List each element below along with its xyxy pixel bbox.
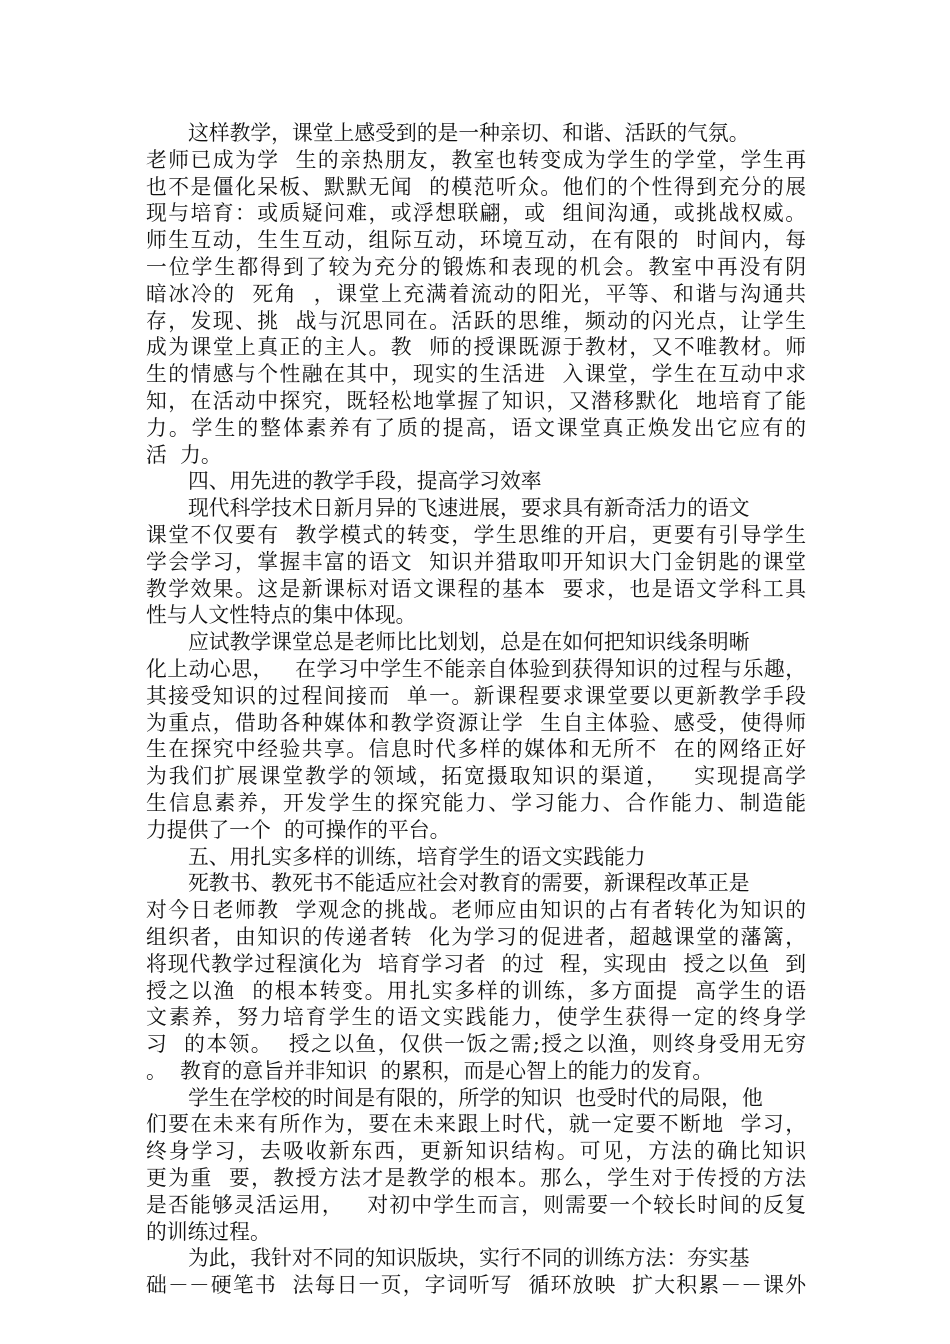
text-line: 对今日老师教 学观念的挑战。老师应由知识的占有者转化为知识的 xyxy=(146,898,806,923)
text-line: 性与人文性特点的集中体现。 xyxy=(146,603,417,628)
text-line: 组织者，由知识的传递者转 化为学习的促进者，超越课堂的藩篱， xyxy=(146,924,806,949)
text-line: 为重点，借助各种媒体和教学资源让学 生自主体验、感受，使得师 xyxy=(146,710,806,735)
text-line: 一位学生都得到了较为充分的锻炼和表现的机会。教室中再没有阴 xyxy=(146,254,806,279)
text-line: 生在探究中经验共享。信息时代多样的媒体和无所不 在的网络正好 xyxy=(146,737,806,762)
text-line: 的训练过程。 xyxy=(146,1219,271,1244)
text-line: 力提供了一个 的可操作的平台。 xyxy=(146,817,451,842)
text-line: 学会学习，掌握丰富的语文 知识并猎取叩开知识大门金钥匙的课堂 xyxy=(146,549,806,574)
text-line: 为此，我针对不同的知识版块，实行不同的训练方法：夯实基 xyxy=(188,1246,750,1271)
text-line: 应试教学课堂总是老师比比划划，总是在如何把知识线条明晰 xyxy=(188,630,750,655)
text-line: 活 力。 xyxy=(146,442,222,467)
text-line: 力。学生的整体素养有了质的提高，语文课堂真正焕发出它应有的 xyxy=(146,415,806,440)
text-line: 成为课堂上真正的主人。教 师的授课既源于教材，又不唯教材。师 xyxy=(146,335,806,360)
text-line: 这样教学，课堂上感受到的是一种亲切、和谐、活跃的气氛。 xyxy=(188,121,750,145)
text-line: 生的情感与个性融在其中，现实的生活进 入课堂，学生在互动中求 xyxy=(146,362,806,387)
text-line: 死教书、教死书不能适应社会对教育的需要，新课程改革正是 xyxy=(188,871,750,896)
text-line: 础－－硬笔书 法每日一页，字词听写 循环放映 扩大积累－－课外 xyxy=(146,1273,806,1298)
text-line: 习 的本领。 授之以鱼，仅供一饭之需;授之以渔，则终身受用无穷 xyxy=(146,1032,806,1057)
text-line: 课堂不仅要有 教学模式的转变，学生思维的开启，更要有引导学生 xyxy=(146,522,806,547)
document-body xyxy=(146,120,806,1299)
text-line: 化上动心思， 在学习中学生不能亲自体验到获得知识的过程与乐趣， xyxy=(146,656,806,681)
text-line: 教学效果。这是新课标对语文课程的基本 要求，也是语文学科工具 xyxy=(146,576,806,601)
section-heading: 四、用先进的教学手段，提高学习效率 xyxy=(188,469,542,494)
text-line: 其接受知识的过程间接而 单一。新课程要求课堂要以更新教学手段 xyxy=(146,683,806,708)
text-line: 。 教育的意旨并非知识 的累积，而是心智上的能力的发育。 xyxy=(146,1058,714,1083)
text-line: 也不是僵化呆板、默默无闻 的模范听众。他们的个性得到充分的展 xyxy=(146,174,806,199)
text-line: 学生在学校的时间是有限的，所学的知识 也受时代的局限，他 xyxy=(188,1085,763,1110)
section-heading: 五、用扎实多样的训练，培育学生的语文实践能力 xyxy=(188,844,646,869)
text-line: 知，在活动中探究，既轻松地掌握了知识，又潜移默化 地培育了能 xyxy=(146,388,807,413)
text-line: 存，发现、挑 战与沉思同在。活跃的思维，频动的闪光点，让学生 xyxy=(146,308,806,333)
text-line: 终身学习，去吸收新东西，更新知识结构。可见，方法的确比知识 xyxy=(146,1139,806,1164)
text-line: 为我们扩展课堂教学的领域，拓宽摄取知识的渠道， 实现提高学 xyxy=(146,764,806,789)
text-line: 现代科学技术日新月异的飞速进展，要求具有新奇活力的语文 xyxy=(188,496,750,521)
text-line: 更为重 要，教授方法才是教学的根本。那么，学生对于传授的方法 xyxy=(146,1166,806,1191)
text-line: 老师已成为学 生的亲热朋友，教室也转变成为学生的学堂，学生再 xyxy=(146,147,806,172)
text-line: 暗冰冷的 死角 ，课堂上充满着流动的阳光，平等、和谐与沟通共 xyxy=(146,281,806,306)
text-line: 是否能够灵活运用， 对初中学生而言，则需要一个较长时间的反复 xyxy=(146,1192,806,1217)
text-line: 文素养，努力培育学生的语文实践能力，使学生获得一定的终身学 xyxy=(146,1005,806,1030)
text-line: 生信息素养，开发学生的探究能力、学习能力、合作能力、制造能 xyxy=(146,790,806,815)
text-line: 现与培育：或质疑问难，或浮想联翩，或 组间沟通，或挑战权威。 xyxy=(146,201,806,226)
text-line: 们要在未来有所作为，要在未来跟上时代，就一定要不断地 学习， xyxy=(146,1112,806,1137)
text-line: 授之以渔 的根本转变。用扎实多样的训练，多方面提 高学生的语 xyxy=(146,978,806,1003)
text-line: 师生互动，生生互动，组际互动，环境互动，在有限的 时间内，每 xyxy=(146,228,807,253)
text-line: 将现代教学过程演化为 培育学习者 的过 程，实现由 授之以鱼 到 xyxy=(146,951,806,976)
